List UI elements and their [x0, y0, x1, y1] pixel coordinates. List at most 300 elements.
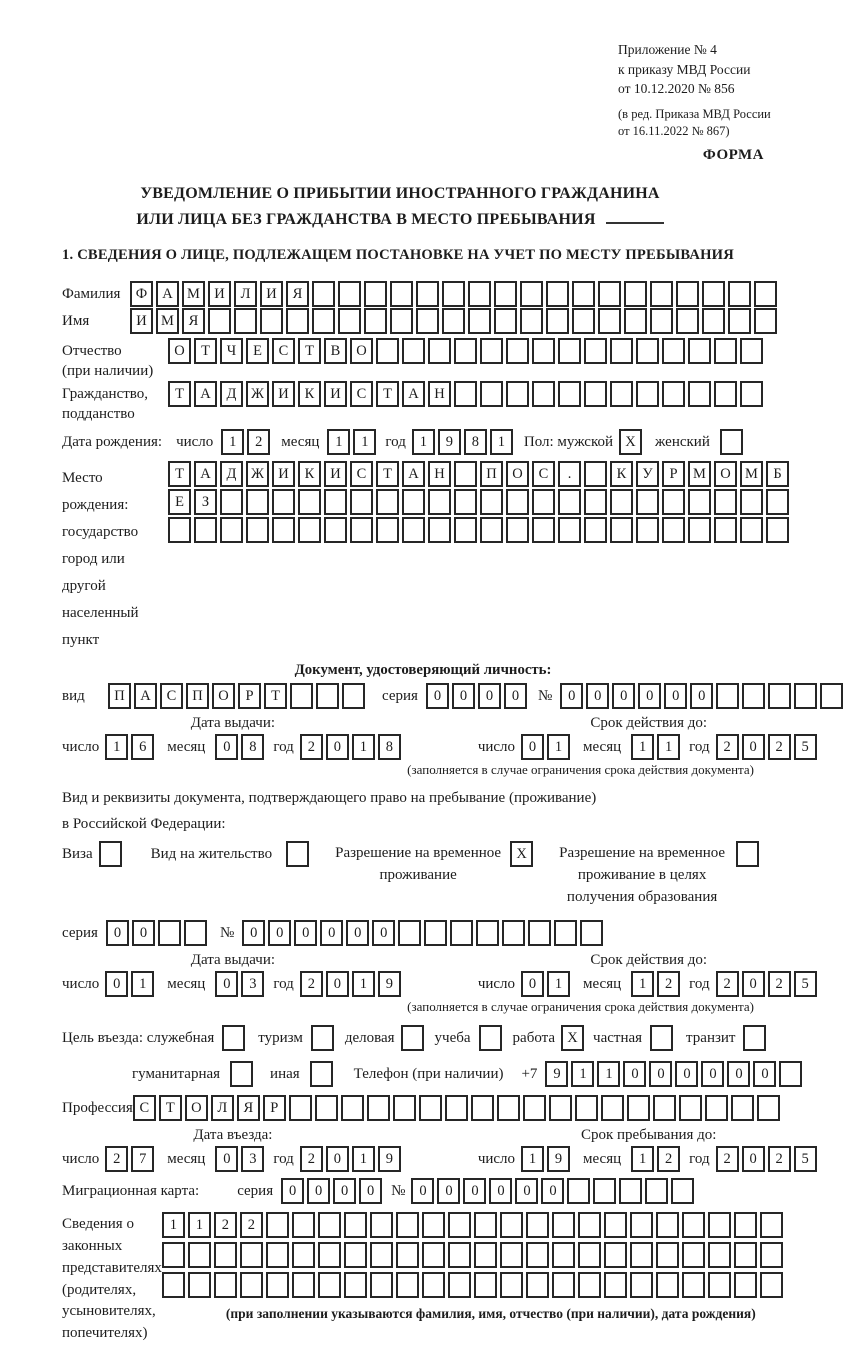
form-cell[interactable]: [526, 1212, 549, 1238]
form-cell[interactable]: А: [402, 381, 425, 407]
form-cell[interactable]: [650, 1025, 673, 1051]
form-cell[interactable]: [474, 1272, 497, 1298]
form-cell[interactable]: [246, 489, 269, 515]
form-cell[interactable]: [506, 517, 529, 543]
form-cell[interactable]: [222, 1025, 245, 1051]
form-cell[interactable]: [445, 1095, 468, 1121]
form-cell[interactable]: [338, 281, 361, 307]
doc-number-cells[interactable]: [560, 683, 846, 709]
form-cell[interactable]: 0: [359, 1178, 382, 1204]
form-cell[interactable]: [766, 489, 789, 515]
form-cell[interactable]: 0: [132, 920, 155, 946]
form-cell[interactable]: [390, 308, 413, 334]
form-cell[interactable]: 0: [701, 1061, 724, 1087]
form-cell[interactable]: [580, 920, 603, 946]
form-cell[interactable]: [188, 1242, 211, 1268]
form-cell[interactable]: [624, 308, 647, 334]
form-cell[interactable]: Ф: [130, 281, 153, 307]
birth-place-row-1[interactable]: [168, 461, 792, 487]
form-cell[interactable]: [610, 489, 633, 515]
form-cell[interactable]: [500, 1242, 523, 1268]
form-cell[interactable]: [682, 1272, 705, 1298]
form-cell[interactable]: 7: [131, 1146, 154, 1172]
form-cell[interactable]: 8: [378, 734, 401, 760]
form-cell[interactable]: [344, 1212, 367, 1238]
form-cell[interactable]: [424, 920, 447, 946]
form-cell[interactable]: [370, 1272, 393, 1298]
birth-month-cells[interactable]: [327, 429, 379, 455]
form-cell[interactable]: Л: [211, 1095, 234, 1121]
form-cell[interactable]: [584, 461, 607, 487]
form-cell[interactable]: [344, 1242, 367, 1268]
form-cell[interactable]: Л: [234, 281, 257, 307]
form-cell[interactable]: 9: [545, 1061, 568, 1087]
form-cell[interactable]: М: [182, 281, 205, 307]
form-cell[interactable]: [364, 308, 387, 334]
form-cell[interactable]: [292, 1212, 315, 1238]
form-cell[interactable]: [428, 517, 451, 543]
form-cell[interactable]: [528, 920, 551, 946]
form-cell[interactable]: [526, 1272, 549, 1298]
form-cell[interactable]: [736, 841, 759, 867]
form-cell[interactable]: [266, 1272, 289, 1298]
form-cell[interactable]: [598, 281, 621, 307]
form-cell[interactable]: Р: [238, 683, 261, 709]
form-cell[interactable]: [779, 1061, 802, 1087]
temp-residence-checkbox[interactable]: [510, 841, 536, 867]
form-cell[interactable]: [310, 1061, 333, 1087]
form-cell[interactable]: [650, 281, 673, 307]
form-cell[interactable]: [740, 381, 763, 407]
form-cell[interactable]: [734, 1242, 757, 1268]
form-cell[interactable]: 0: [521, 734, 544, 760]
form-cell[interactable]: 1: [131, 971, 154, 997]
entry-year[interactable]: [300, 1146, 404, 1172]
form-cell[interactable]: 0: [753, 1061, 776, 1087]
form-cell[interactable]: [760, 1242, 783, 1268]
form-cell[interactable]: [630, 1212, 653, 1238]
form-cell[interactable]: [220, 489, 243, 515]
form-cell[interactable]: [398, 920, 421, 946]
form-cell[interactable]: Р: [263, 1095, 286, 1121]
form-cell[interactable]: 0: [326, 971, 349, 997]
form-cell[interactable]: [653, 1095, 676, 1121]
form-cell[interactable]: [450, 920, 473, 946]
form-cell[interactable]: 0: [690, 683, 713, 709]
form-cell[interactable]: 0: [426, 683, 449, 709]
form-cell[interactable]: Б: [766, 461, 789, 487]
form-cell[interactable]: К: [298, 461, 321, 487]
form-cell[interactable]: [468, 308, 491, 334]
form-cell[interactable]: 0: [346, 920, 369, 946]
form-cell[interactable]: [630, 1272, 653, 1298]
form-cell[interactable]: [416, 281, 439, 307]
form-cell[interactable]: О: [212, 683, 235, 709]
form-cell[interactable]: [342, 683, 365, 709]
form-cell[interactable]: X: [619, 429, 642, 455]
form-cell[interactable]: [260, 308, 283, 334]
form-cell[interactable]: Д: [220, 381, 243, 407]
form-cell[interactable]: [364, 281, 387, 307]
form-cell[interactable]: 0: [521, 971, 544, 997]
form-cell[interactable]: 0: [612, 683, 635, 709]
form-cell[interactable]: 1: [490, 429, 513, 455]
form-cell[interactable]: 5: [794, 971, 817, 997]
form-cell[interactable]: [757, 1095, 780, 1121]
purpose-work-checkbox[interactable]: [561, 1025, 587, 1051]
form-cell[interactable]: 8: [464, 429, 487, 455]
form-cell[interactable]: X: [510, 841, 533, 867]
form-cell[interactable]: З: [194, 489, 217, 515]
form-cell[interactable]: [740, 517, 763, 543]
form-cell[interactable]: [376, 489, 399, 515]
form-cell[interactable]: [578, 1242, 601, 1268]
form-cell[interactable]: [286, 841, 309, 867]
form-cell[interactable]: [480, 338, 503, 364]
form-cell[interactable]: [714, 489, 737, 515]
form-cell[interactable]: 2: [247, 429, 270, 455]
form-cell[interactable]: 1: [352, 734, 375, 760]
form-cell[interactable]: Я: [182, 308, 205, 334]
form-cell[interactable]: [720, 429, 743, 455]
form-cell[interactable]: 0: [333, 1178, 356, 1204]
form-cell[interactable]: 3: [241, 971, 264, 997]
form-cell[interactable]: [341, 1095, 364, 1121]
form-cell[interactable]: [662, 489, 685, 515]
purpose-other-checkbox[interactable]: [310, 1061, 336, 1087]
form-cell[interactable]: 0: [452, 683, 475, 709]
form-cell[interactable]: [315, 1095, 338, 1121]
form-cell[interactable]: [240, 1272, 263, 1298]
form-cell[interactable]: [422, 1272, 445, 1298]
form-cell[interactable]: 1: [188, 1212, 211, 1238]
form-cell[interactable]: 1: [657, 734, 680, 760]
form-cell[interactable]: [567, 1178, 590, 1204]
form-cell[interactable]: [376, 517, 399, 543]
form-cell[interactable]: [476, 920, 499, 946]
form-cell[interactable]: [442, 308, 465, 334]
form-cell[interactable]: [338, 308, 361, 334]
purpose-business-checkbox[interactable]: [401, 1025, 427, 1051]
form-cell[interactable]: 2: [768, 734, 791, 760]
form-cell[interactable]: Т: [376, 381, 399, 407]
form-cell[interactable]: [468, 281, 491, 307]
form-cell[interactable]: 0: [664, 683, 687, 709]
form-cell[interactable]: 1: [547, 734, 570, 760]
birth-year-cells[interactable]: [412, 429, 516, 455]
form-cell[interactable]: [422, 1212, 445, 1238]
form-cell[interactable]: [682, 1242, 705, 1268]
representatives-row-3[interactable]: [162, 1272, 786, 1298]
form-cell[interactable]: Т: [298, 338, 321, 364]
form-cell[interactable]: .: [558, 461, 581, 487]
form-cell[interactable]: [688, 517, 711, 543]
phone-cells[interactable]: [545, 1061, 805, 1087]
form-cell[interactable]: [688, 381, 711, 407]
form-cell[interactable]: Ж: [246, 461, 269, 487]
form-cell[interactable]: [502, 920, 525, 946]
form-cell[interactable]: А: [156, 281, 179, 307]
form-cell[interactable]: [716, 683, 739, 709]
form-cell[interactable]: [234, 308, 257, 334]
form-cell[interactable]: [454, 461, 477, 487]
form-cell[interactable]: А: [194, 381, 217, 407]
form-cell[interactable]: 1: [571, 1061, 594, 1087]
form-cell[interactable]: [494, 281, 517, 307]
form-cell[interactable]: 2: [300, 971, 323, 997]
form-cell[interactable]: [532, 517, 555, 543]
form-cell[interactable]: С: [532, 461, 555, 487]
form-cell[interactable]: [448, 1212, 471, 1238]
form-cell[interactable]: 0: [515, 1178, 538, 1204]
form-cell[interactable]: П: [108, 683, 131, 709]
form-cell[interactable]: [676, 308, 699, 334]
form-cell[interactable]: [416, 308, 439, 334]
form-cell[interactable]: И: [130, 308, 153, 334]
res-valid-day[interactable]: [521, 971, 573, 997]
form-cell[interactable]: [708, 1242, 731, 1268]
form-cell[interactable]: 0: [478, 683, 501, 709]
form-cell[interactable]: [312, 308, 335, 334]
form-cell[interactable]: [604, 1242, 627, 1268]
form-cell[interactable]: [428, 489, 451, 515]
form-cell[interactable]: Т: [376, 461, 399, 487]
form-cell[interactable]: [428, 338, 451, 364]
form-cell[interactable]: [480, 489, 503, 515]
form-cell[interactable]: [162, 1242, 185, 1268]
patronymic-cells[interactable]: [168, 338, 766, 364]
form-cell[interactable]: [272, 517, 295, 543]
res-series-cells[interactable]: [106, 920, 210, 946]
form-cell[interactable]: [593, 1178, 616, 1204]
form-cell[interactable]: И: [272, 381, 295, 407]
form-cell[interactable]: Р: [662, 461, 685, 487]
form-cell[interactable]: [158, 920, 181, 946]
entry-month[interactable]: [215, 1146, 267, 1172]
form-cell[interactable]: [552, 1212, 575, 1238]
form-cell[interactable]: [316, 683, 339, 709]
form-cell[interactable]: 2: [657, 1146, 680, 1172]
form-cell[interactable]: [740, 338, 763, 364]
form-cell[interactable]: 2: [240, 1212, 263, 1238]
form-cell[interactable]: 0: [638, 683, 661, 709]
form-cell[interactable]: [526, 1242, 549, 1268]
form-cell[interactable]: 0: [649, 1061, 672, 1087]
form-cell[interactable]: 0: [742, 734, 765, 760]
surname-cells[interactable]: [130, 281, 780, 307]
form-cell[interactable]: [292, 1272, 315, 1298]
form-cell[interactable]: 0: [372, 920, 395, 946]
form-cell[interactable]: [402, 338, 425, 364]
form-cell[interactable]: [367, 1095, 390, 1121]
form-cell[interactable]: [742, 683, 765, 709]
form-cell[interactable]: [370, 1212, 393, 1238]
form-cell[interactable]: Я: [237, 1095, 260, 1121]
form-cell[interactable]: 1: [521, 1146, 544, 1172]
form-cell[interactable]: [454, 517, 477, 543]
form-cell[interactable]: [676, 281, 699, 307]
form-cell[interactable]: [318, 1242, 341, 1268]
res-issue-day[interactable]: [105, 971, 157, 997]
form-cell[interactable]: 1: [412, 429, 435, 455]
purpose-transit-checkbox[interactable]: [743, 1025, 769, 1051]
form-cell[interactable]: [624, 281, 647, 307]
form-cell[interactable]: [474, 1242, 497, 1268]
form-cell[interactable]: [162, 1272, 185, 1298]
form-cell[interactable]: [324, 489, 347, 515]
form-cell[interactable]: [266, 1212, 289, 1238]
form-cell[interactable]: 0: [105, 971, 128, 997]
form-cell[interactable]: [532, 338, 555, 364]
form-cell[interactable]: 0: [463, 1178, 486, 1204]
doc-issue-day[interactable]: [105, 734, 157, 760]
form-cell[interactable]: У: [636, 461, 659, 487]
form-cell[interactable]: [230, 1061, 253, 1087]
form-cell[interactable]: [532, 381, 555, 407]
form-cell[interactable]: [292, 1242, 315, 1268]
form-cell[interactable]: [714, 338, 737, 364]
form-cell[interactable]: [272, 489, 295, 515]
visa-checkbox[interactable]: [99, 841, 125, 867]
form-cell[interactable]: 2: [300, 1146, 323, 1172]
form-cell[interactable]: [393, 1095, 416, 1121]
form-cell[interactable]: С: [133, 1095, 156, 1121]
purpose-study-checkbox[interactable]: [479, 1025, 505, 1051]
form-cell[interactable]: [558, 338, 581, 364]
form-cell[interactable]: [768, 683, 791, 709]
form-cell[interactable]: [662, 381, 685, 407]
form-cell[interactable]: М: [688, 461, 711, 487]
form-cell[interactable]: [702, 281, 725, 307]
form-cell[interactable]: [558, 489, 581, 515]
form-cell[interactable]: [619, 1178, 642, 1204]
form-cell[interactable]: 0: [268, 920, 291, 946]
form-cell[interactable]: [266, 1242, 289, 1268]
form-cell[interactable]: 1: [352, 971, 375, 997]
form-cell[interactable]: 0: [320, 920, 343, 946]
form-cell[interactable]: [402, 517, 425, 543]
form-cell[interactable]: И: [272, 461, 295, 487]
form-cell[interactable]: С: [272, 338, 295, 364]
form-cell[interactable]: 1: [327, 429, 350, 455]
res-number-cells[interactable]: [242, 920, 606, 946]
form-cell[interactable]: [656, 1242, 679, 1268]
form-cell[interactable]: [610, 381, 633, 407]
form-cell[interactable]: [546, 281, 569, 307]
form-cell[interactable]: [572, 281, 595, 307]
form-cell[interactable]: 0: [242, 920, 265, 946]
form-cell[interactable]: [604, 1272, 627, 1298]
form-cell[interactable]: [494, 308, 517, 334]
form-cell[interactable]: [610, 338, 633, 364]
form-cell[interactable]: [578, 1272, 601, 1298]
form-cell[interactable]: [820, 683, 843, 709]
form-cell[interactable]: 0: [727, 1061, 750, 1087]
form-cell[interactable]: [289, 1095, 312, 1121]
form-cell[interactable]: 0: [215, 734, 238, 760]
form-cell[interactable]: 0: [106, 920, 129, 946]
form-cell[interactable]: [480, 517, 503, 543]
form-cell[interactable]: К: [610, 461, 633, 487]
form-cell[interactable]: 2: [300, 734, 323, 760]
form-cell[interactable]: 9: [378, 971, 401, 997]
form-cell[interactable]: [714, 381, 737, 407]
form-cell[interactable]: [188, 1272, 211, 1298]
entry-day[interactable]: [105, 1146, 157, 1172]
doc-issue-year[interactable]: [300, 734, 404, 760]
form-cell[interactable]: Т: [264, 683, 287, 709]
form-cell[interactable]: [390, 281, 413, 307]
form-cell[interactable]: 9: [438, 429, 461, 455]
form-cell[interactable]: 0: [489, 1178, 512, 1204]
form-cell[interactable]: [99, 841, 122, 867]
form-cell[interactable]: 1: [597, 1061, 620, 1087]
form-cell[interactable]: [370, 1242, 393, 1268]
representatives-row-1[interactable]: [162, 1212, 786, 1238]
form-cell[interactable]: [728, 308, 751, 334]
form-cell[interactable]: [552, 1272, 575, 1298]
purpose-humanitarian-checkbox[interactable]: [230, 1061, 256, 1087]
form-cell[interactable]: [636, 338, 659, 364]
form-cell[interactable]: В: [324, 338, 347, 364]
form-cell[interactable]: [298, 489, 321, 515]
form-cell[interactable]: 2: [716, 971, 739, 997]
form-cell[interactable]: 2: [214, 1212, 237, 1238]
birth-place-row-2[interactable]: [168, 489, 792, 515]
form-cell[interactable]: [743, 1025, 766, 1051]
form-cell[interactable]: 0: [326, 734, 349, 760]
birth-place-row-3[interactable]: [168, 517, 792, 543]
form-cell[interactable]: 0: [504, 683, 527, 709]
citizenship-cells[interactable]: [168, 381, 766, 407]
form-cell[interactable]: С: [160, 683, 183, 709]
form-cell[interactable]: [497, 1095, 520, 1121]
form-cell[interactable]: 2: [768, 971, 791, 997]
form-cell[interactable]: [448, 1272, 471, 1298]
form-cell[interactable]: [702, 308, 725, 334]
form-cell[interactable]: [636, 381, 659, 407]
form-cell[interactable]: [448, 1242, 471, 1268]
form-cell[interactable]: П: [480, 461, 503, 487]
form-cell[interactable]: [682, 1212, 705, 1238]
form-cell[interactable]: [598, 308, 621, 334]
residence-permit-checkbox[interactable]: [286, 841, 312, 867]
form-cell[interactable]: [419, 1095, 442, 1121]
representatives-row-2[interactable]: [162, 1242, 786, 1268]
form-cell[interactable]: 1: [631, 1146, 654, 1172]
birth-day-cells[interactable]: [221, 429, 273, 455]
form-cell[interactable]: С: [350, 381, 373, 407]
form-cell[interactable]: [454, 338, 477, 364]
form-cell[interactable]: [194, 517, 217, 543]
form-cell[interactable]: [474, 1212, 497, 1238]
form-cell[interactable]: [546, 308, 569, 334]
form-cell[interactable]: [549, 1095, 572, 1121]
sex-female-checkbox[interactable]: [720, 429, 746, 455]
profession-cells[interactable]: [133, 1095, 783, 1121]
form-cell[interactable]: [208, 308, 231, 334]
form-cell[interactable]: [214, 1272, 237, 1298]
form-cell[interactable]: 0: [586, 683, 609, 709]
form-cell[interactable]: [298, 517, 321, 543]
form-cell[interactable]: [740, 489, 763, 515]
form-cell[interactable]: Ч: [220, 338, 243, 364]
doc-series-cells[interactable]: [426, 683, 530, 709]
form-cell[interactable]: [794, 683, 817, 709]
form-cell[interactable]: 1: [547, 971, 570, 997]
form-cell[interactable]: И: [208, 281, 231, 307]
name-cells[interactable]: [130, 308, 780, 334]
